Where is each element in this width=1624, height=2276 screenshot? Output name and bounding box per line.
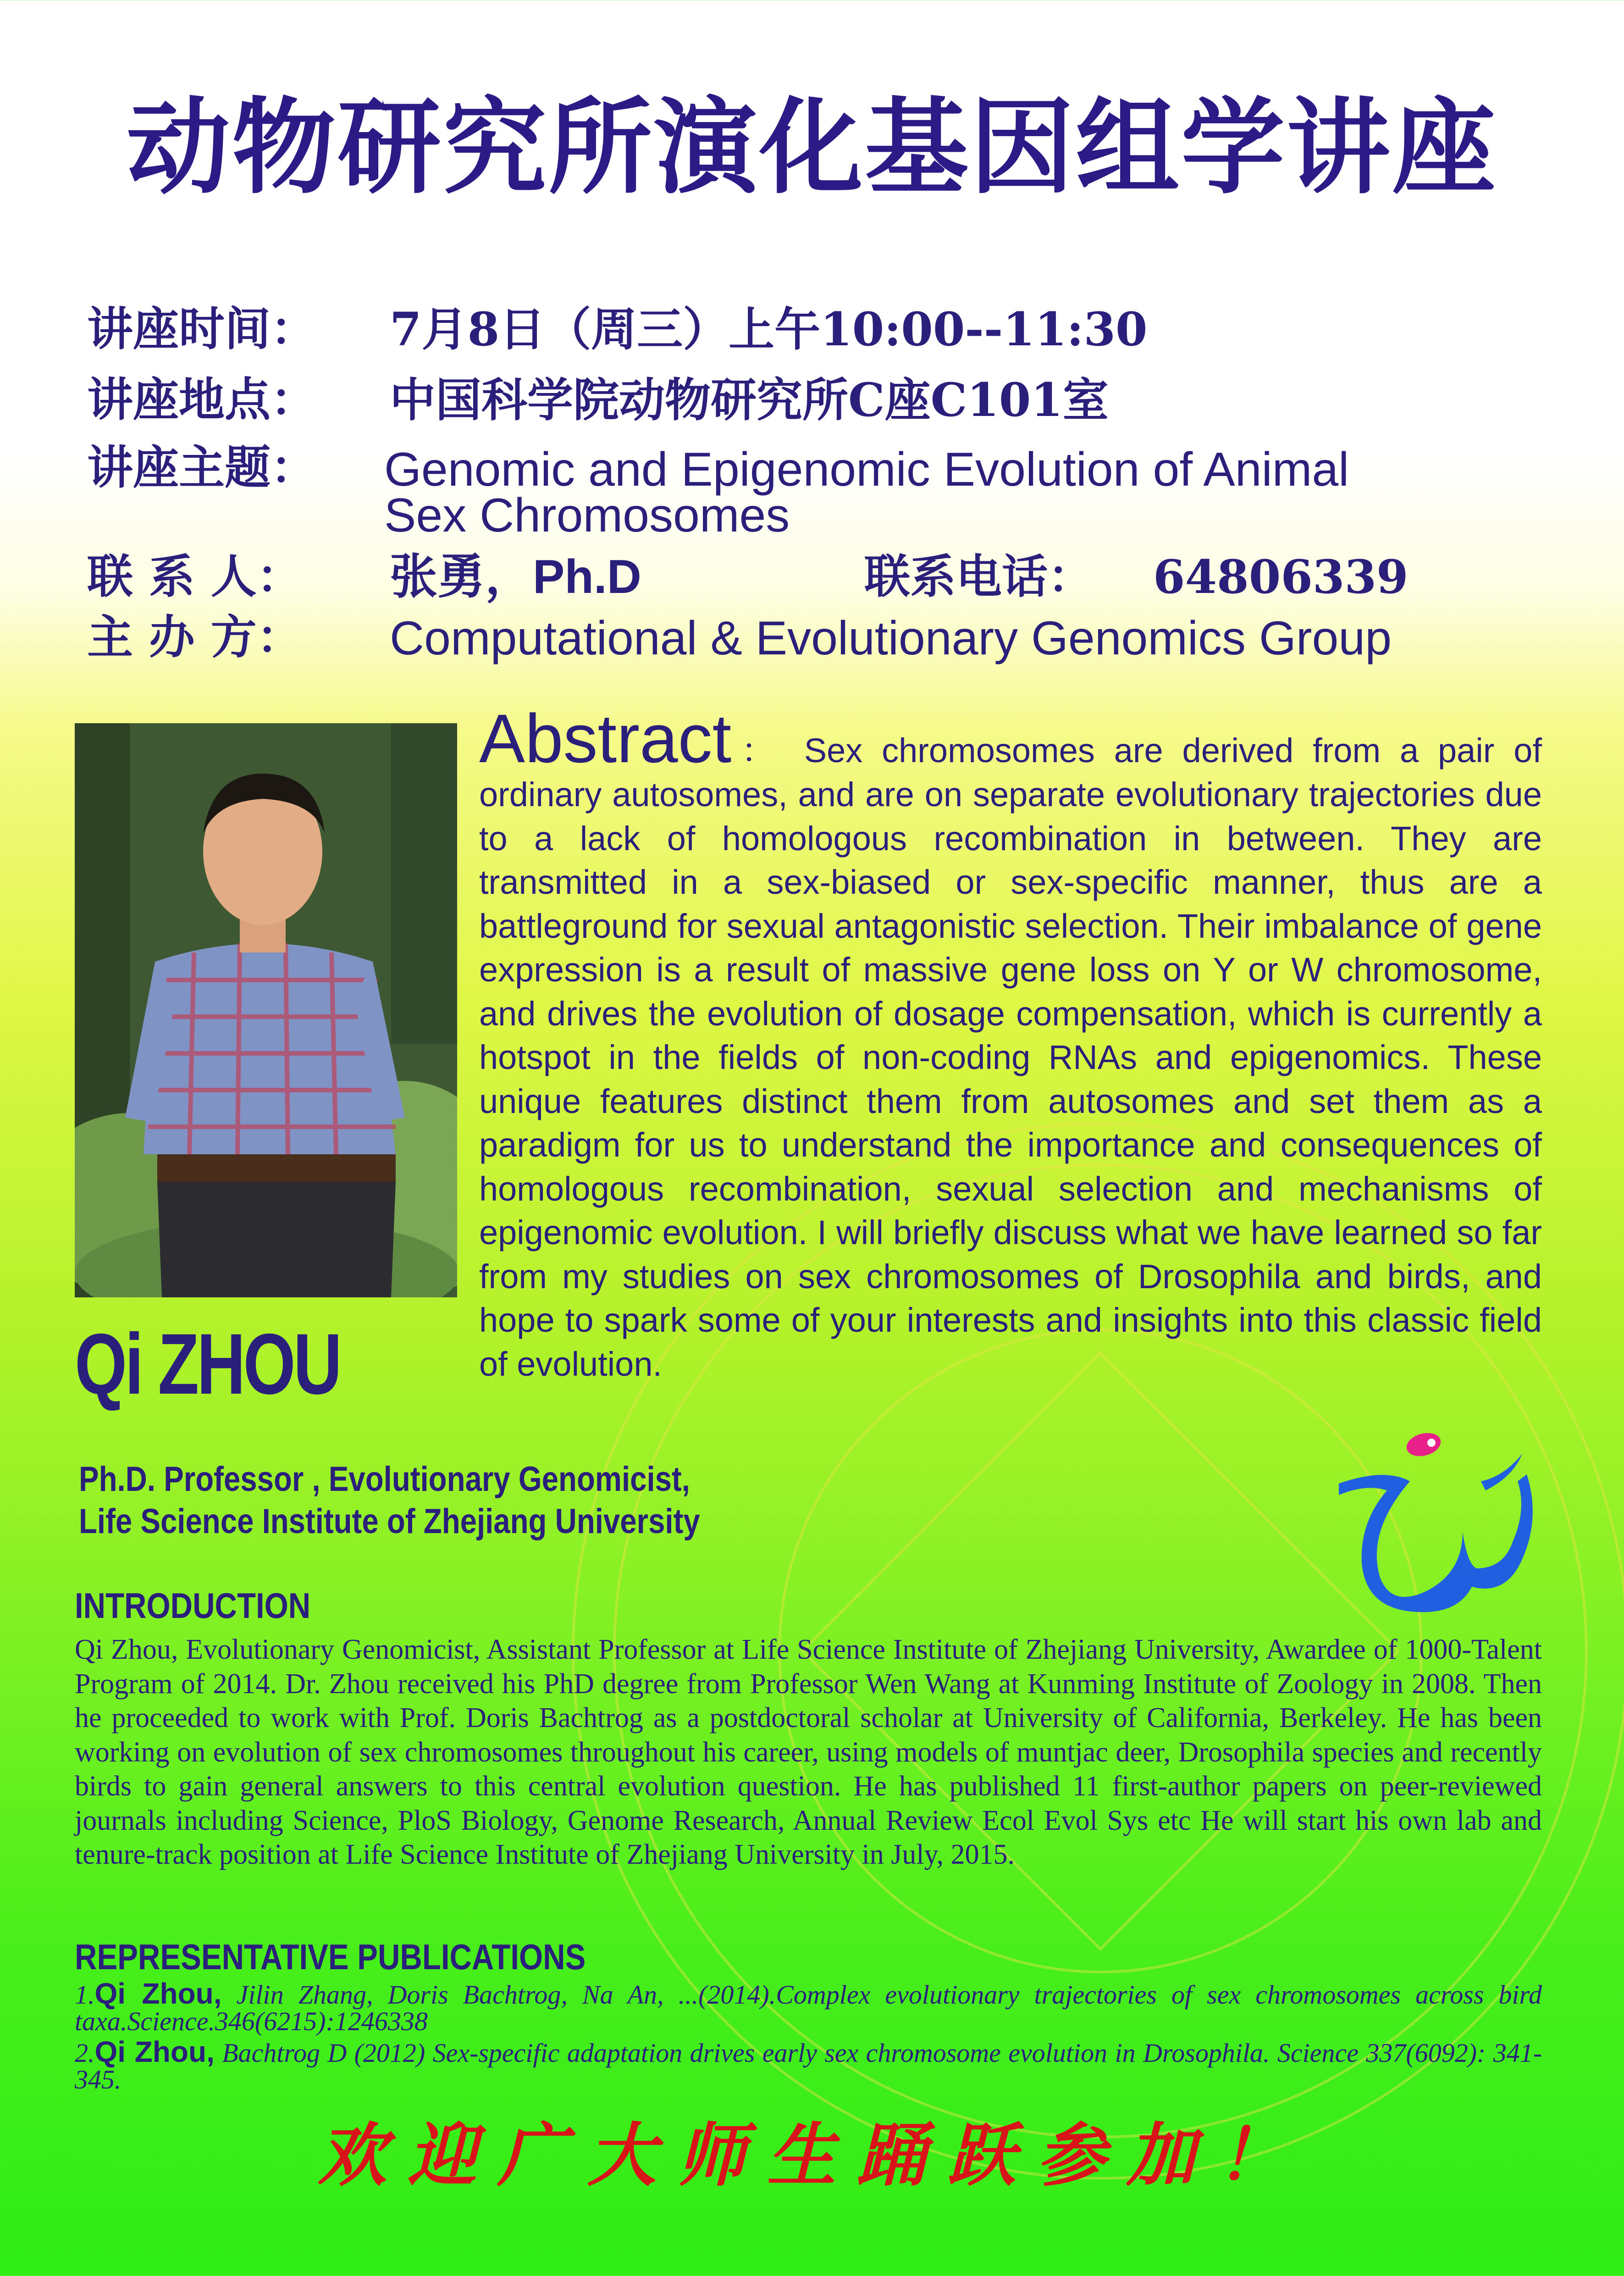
speaker-portrait-illustration	[75, 723, 457, 1297]
institute-logo	[1330, 1426, 1541, 1619]
host-value: Computational & Evolutionary Genomics Group	[390, 612, 1392, 665]
speaker-credential-line-1: Ph.D. Professor , Evolutionary Genomicist,	[79, 1460, 690, 1499]
topic-line-1: Genomic and Epigenomic Evolution of Animal	[384, 443, 1349, 496]
abstract-text: Sex chromosomes are derived from a pair of ordinary autosomes, and are on separate evolutionary trajectories due to a lack of homologous recombination in between. They are transmitted in a sex-biased or sex-specific manner, thus are a battleground for sexual antagonistic selection. Their imbalance of gene expression is a result of massive gene loss on Y or W chromosome, and drives the evolution of dosage compensation, which is currently a hotspot in the fields of non-coding RNAs and epigenomics. These unique features distinct them from autosomes and set them as a paradigm for us to understand the importance and consequences of homologous recombination, sexual selection and mechanisms of epigenomic evolution. I will briefly discuss what we have learned so far from my studies on sex chromosomes of Drosophila and birds, and hope to spark some of your interests and insights into this classic field of evolution.	[479, 731, 1542, 1383]
speaker-credential-line-2: Life Science Institute of Zhejiang University	[79, 1502, 700, 1541]
time-value: 7月8日（周三）上午10:00--11:30	[390, 302, 1148, 356]
topic-label: 讲座主题：	[87, 441, 316, 494]
contact-label: 联 系 人：	[87, 550, 303, 604]
publication-item-2	[75, 2035, 1542, 2094]
place-label: 讲座地点：	[87, 373, 316, 426]
publications-heading: REPRESENTATIVE PUBLICATIONS	[75, 1937, 586, 1977]
introduction-heading: INTRODUCTION	[75, 1585, 311, 1626]
speaker-photo	[75, 723, 457, 1297]
publication-2-number: 2.	[75, 2038, 95, 2068]
publication-2-author: Qi Zhou,	[94, 2035, 215, 2068]
time-label: 讲座时间：	[87, 302, 316, 356]
introduction-text: Qi Zhou, Evolutionary Genomicist, Assistant Professor at Life Science Institute of Zhejiang University, Awardee of 1000-Talent Program of 2014. Dr. Zhou received his PhD degree from Professor Wen Wang at Kunming Institute of Zoology in 2008. Then he proceeded to work with Prof. Doris Bachtrog as a postdoctoral scholar at University of California, Berkeley. He has been working on evolution of sex chromosomes throughout his career, using models of muntjac deer, Drosophila species and recently birds to gain general answers to this central evolution question. He has published 11 first-author papers on peer-reviewed journals including Science, PloS Biology, Genome Research, Annual Review Ecol Evol Sys etc He will start his own lab and tenure-track position at Life Science Institute of Zhejiang University in July, 2015.	[75, 1634, 1542, 1870]
topic-line-2: Sex Chromosomes	[384, 489, 790, 542]
publication-2-citation: Bachtrog D (2012) Sex-specific adaptation drives early sex chromosome evolution in Drosophila. Science 337(6092): 341-345.	[75, 2038, 1542, 2094]
contact-value: 张勇，Ph.D	[390, 550, 641, 604]
publication-1-citation: Jilin Zhang, Doris Bachtrog, Na An, ...(2014).Complex evolutionary trajectories of sex chromosomes across bird taxa.Science.346(6215):1246338	[75, 1980, 1542, 2036]
speaker-name: Qi ZHOU	[75, 1316, 340, 1412]
phone-value: 64806339	[1153, 550, 1409, 604]
poster-title: 动物研究所演化基因组学讲座	[126, 88, 1497, 208]
phone-label: 联系电话：	[864, 550, 1094, 604]
host-label: 主 办 方：	[87, 610, 303, 664]
publication-1-author: Qi Zhou,	[94, 1977, 222, 2010]
welcome-message: 欢迎广大师生踊跃参加！	[317, 2115, 1306, 2196]
publication-1-number: 1.	[75, 1980, 95, 2010]
abstract-heading: Abstract	[479, 700, 732, 777]
abstract-paragraph	[479, 700, 1542, 1386]
publication-item-1	[75, 1977, 1542, 2036]
place-value: 中国科学院动物研究所C座C101室	[390, 373, 1109, 427]
abstract-colon: ：	[731, 731, 785, 770]
